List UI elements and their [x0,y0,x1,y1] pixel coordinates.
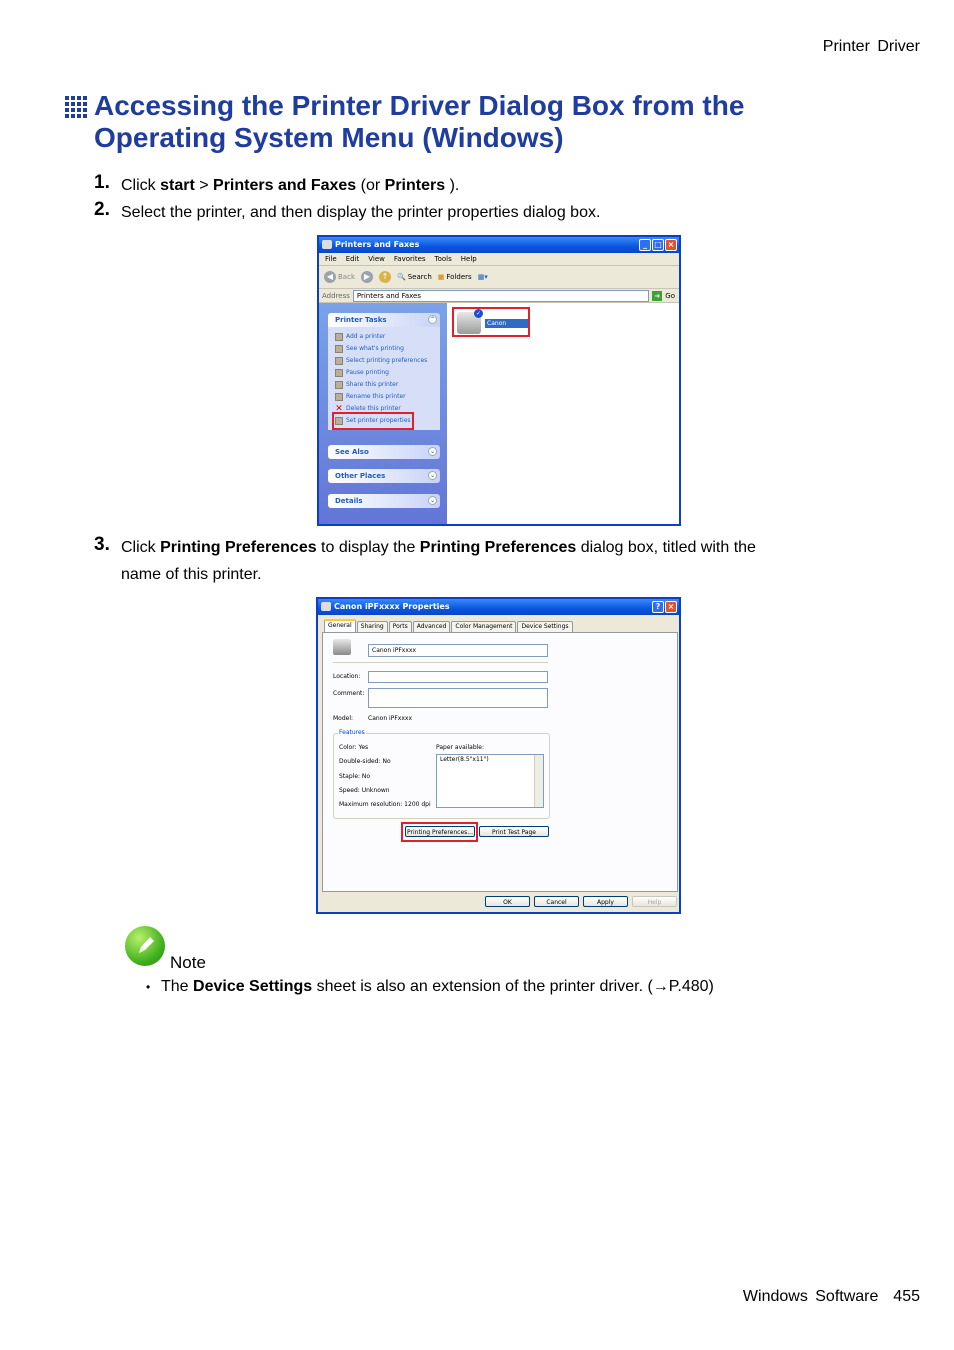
preferences-icon [335,357,343,365]
close-button[interactable]: × [665,601,677,613]
menu-favorites[interactable]: Favorites [393,255,426,263]
printer-item-label: Canon iPFxxxx [485,319,528,328]
note-label: Note [170,953,206,972]
menu-tools[interactable]: Tools [434,255,452,263]
close-button[interactable]: × [665,239,677,251]
tab-device-settings[interactable]: Device Settings [517,621,572,632]
printers-and-faxes-window [317,235,681,526]
printer-icon [333,639,351,655]
separator [333,662,548,663]
general-sheet [322,632,678,892]
folder-icon [322,240,332,249]
tab-ports[interactable]: Ports [389,621,412,632]
menu-bar [319,253,679,266]
task-pane [319,303,447,524]
paper-available-label: Paper available: [436,744,485,751]
printer-properties-dialog [316,597,681,914]
features-group [333,729,550,819]
page-number: 455 [893,1288,920,1305]
see-also-panel[interactable]: See Also ⌄ [328,445,440,459]
minimize-button[interactable]: _ [639,239,651,251]
expand-chevron-icon: ⌄ [429,472,436,479]
forward-arrow-icon: ▶ [361,271,373,283]
views-icon: ▦▾ [477,273,488,281]
forward-button[interactable] [361,271,373,283]
explorer-titlebar: Printers and Faxes _ □ × [319,237,679,253]
expand-chevron-icon: ⌄ [429,448,436,455]
title-line-1: Accessing the Printer Driver Dialog Box from the [94,90,745,121]
help-question-button[interactable]: ? [652,601,664,613]
printer-name-field[interactable]: Canon iPFxxxx [368,644,548,657]
tab-general[interactable]: General [324,619,356,633]
comment-label: Comment: [333,690,365,697]
features-title: Features [339,729,365,736]
printer-tasks-panel [328,313,440,430]
back-button[interactable]: ◀ Back [324,271,355,283]
highlight-box [401,822,478,842]
tab-sharing[interactable]: Sharing [357,621,388,632]
section-title [65,90,895,154]
model-label: Model: [333,715,354,722]
paper-item[interactable]: Letter(8.5"x11") [440,756,489,763]
share-icon [335,381,343,389]
explorer-toolbar [319,266,679,289]
address-input[interactable]: Printers and Faxes [353,290,649,302]
task-delete-printer[interactable]: ✕ Delete this printer [335,404,401,414]
help-button[interactable]: Help [632,896,677,907]
task-rename-printer[interactable]: Rename this printer [335,391,440,403]
add-printer-icon [335,333,343,341]
back-arrow-icon: ◀ [324,271,336,283]
printer-item[interactable] [452,307,530,337]
rename-icon [335,393,343,401]
search-button[interactable]: 🔍 Search [397,273,432,281]
title-line-2: Operating System Menu (Windows) [94,122,564,153]
default-check-icon: ✓ [475,310,482,317]
task-select-preferences[interactable]: Select printing preferences [335,355,440,367]
step-3: 3. Click Printing Preferences to display the Printing Preferences dialog box, titled with the name of this printer. [94,534,756,583]
running-header: Printer Driver [822,38,920,55]
model-value: Canon iPFxxxx [368,715,412,722]
cancel-button[interactable]: Cancel [534,896,579,907]
ok-button[interactable]: OK [485,896,530,907]
explorer-content [319,303,679,524]
folders-icon: ■ [437,273,445,281]
feature-staple: Staple: No [339,773,371,780]
tab-advanced[interactable]: Advanced [413,621,451,632]
feature-double-sided: Double-sided: No [339,758,391,765]
task-pause-printing[interactable]: Pause printing [335,367,440,379]
collapse-chevron-icon: ⌃ [429,316,436,323]
printer-tasks-header[interactable]: Printer Tasks ⌃ [328,313,440,327]
printing-preferences-button[interactable]: Printing Preferences... [405,826,475,837]
expand-chevron-icon: ⌄ [429,497,436,504]
note-pencil-icon [125,926,165,966]
other-places-panel[interactable]: Other Places ⌄ [328,469,440,483]
address-bar: Address Printers and Faxes ➜ Go [319,289,679,303]
search-icon: 🔍 [397,273,406,281]
pause-icon [335,369,343,377]
tab-color-management[interactable]: Color Management [451,621,516,632]
task-see-whats-printing[interactable]: See what's printing [335,343,440,355]
task-set-printer-properties[interactable]: Set printer properties [335,415,411,427]
list-scrollbar[interactable] [534,755,543,807]
print-test-page-button[interactable]: Print Test Page [479,826,549,837]
feature-speed: Speed: Unknown [339,787,390,794]
go-arrow-icon[interactable]: ➜ [652,291,662,301]
queue-icon [335,345,343,353]
properties-titlebar: Canon iPFxxxx Properties ? × [318,599,679,615]
maximize-button[interactable]: □ [652,239,664,251]
printer-title-icon [321,602,331,611]
views-button[interactable] [478,273,488,281]
apply-button[interactable]: Apply [583,896,628,907]
details-panel[interactable]: Details ⌄ [328,494,440,508]
go-button[interactable]: Go [665,291,675,300]
step-1: 1. Click start > Printers and Faxes (or Printers ). [94,172,460,194]
menu-view[interactable]: View [368,255,385,263]
up-folder-icon: ↑ [379,271,391,283]
note-item: • The Device Settings sheet is also an extension of the printer driver. (→P.480) [146,978,714,995]
menu-help[interactable]: Help [460,255,477,263]
task-share-printer[interactable]: Share this printer [335,379,440,391]
paper-available-list[interactable] [436,754,544,808]
up-folder-button[interactable] [379,271,391,283]
location-label: Location: [333,673,361,680]
feature-color: Color: Yes [339,744,369,751]
task-add-printer[interactable]: Add a printer [335,331,440,343]
delete-x-icon: ✕ [335,404,343,414]
location-field[interactable] [368,671,548,683]
step-2: 2. Select the printer, and then display the printer properties dialog box. [94,199,601,221]
section-grid-icon [65,96,87,118]
properties-icon [335,417,343,425]
comment-field[interactable] [368,688,548,708]
menu-file[interactable]: File [325,255,337,263]
running-footer: Windows Software 455 [742,1288,920,1305]
folders-button[interactable]: ■ Folders [437,273,472,281]
feature-max-resolution: Maximum resolution: 1200 dpi [339,801,431,808]
menu-edit[interactable]: Edit [345,255,360,263]
bullet: • [146,980,151,994]
